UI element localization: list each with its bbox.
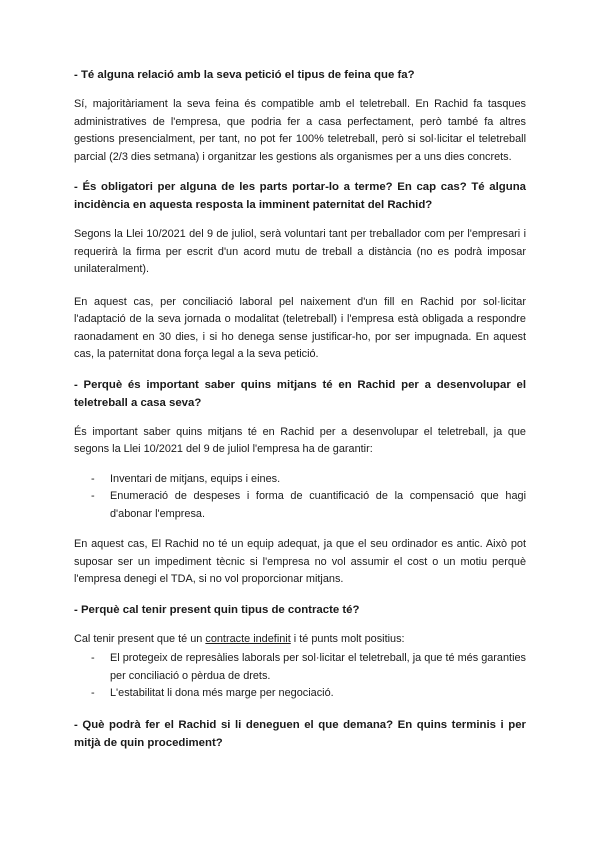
- question-heading: - Té alguna relació amb la seva petició el tipus de feina que fa?: [74, 69, 415, 81]
- question-heading: - Perquè és important saber quins mitjans té en Rachid per a desenvolupar el teletreball a casa seva?: [74, 378, 526, 409]
- bullet-dash: -: [91, 472, 95, 485]
- answer-paragraph: Sí, majoritàriament la seva feina és compatible amb el teletreball. En Rachid fa tasques administratives de l'empresa, que podria fer a casa perfectament, però també fa altres gestions presencialment, per tant, no pot fer 100% teletreball, però si sol·licitar el teletreball parcial (2/3 dies setmana) i organitzar les gestions als organismes per a uns dies concrets.: [74, 98, 526, 163]
- list-item-text: Inventari de mitjans, equips i eines.: [110, 472, 281, 485]
- question-heading: - És obligatori per alguna de les parts portar-lo a terme? En cap cas? Té alguna incidència en aquesta resposta la imminent paternitat del Rachid?: [74, 181, 526, 211]
- bullet-dash: -: [91, 687, 95, 699]
- answer-paragraph: És important saber quins mitjans té en Rachid per a desenvolupar el teletreball, ja que segons la Llei 10/2021 del 9 de juliol l'empresa ha de garantir:: [74, 425, 526, 455]
- answer-paragraph: [74, 631, 526, 649]
- intro-text: Cal tenir present que té un: [74, 632, 206, 645]
- question-heading: - Què podrà fer el Rachid si li deneguen el que demana? En quins terminis i per mitjà de quin procediment?: [74, 718, 526, 749]
- bullet-dash: -: [91, 490, 95, 502]
- answer-paragraph: En aquest cas, per conciliació laboral pel naixement d'un fill en Rachid por sol·licitar l'adaptació de la seva jornada o modalitat (teletreball) i l'empresa està obligada a respondre raonadament en 30 dies, i si ho denega sense justificar-ho, por ser impugnada. En aquest cas, la paternitat dona força legal a la seva petició.: [74, 295, 526, 360]
- list-item-text: El protegeix de represàlies laborals per sol·licitar el teletreball, ja que té més garanties per conciliació o pèrdua de drets.: [110, 652, 526, 682]
- bullet-list: [74, 650, 526, 703]
- list-item: [74, 471, 526, 489]
- list-item-text: L'estabilitat li dona més marge per negociació.: [110, 687, 334, 699]
- answer-paragraph: Segons la Llei 10/2021 del 9 de juliol, serà voluntari tant per treballador com per l'empresari i requerirà la firma per escrit d'un acord mutu de treball a distància (no es podrà imposar unilateralment).: [74, 228, 526, 275]
- answer-paragraph: En aquest cas, El Rachid no té un equip adequat, ja que el seu ordinador es antic. Això pot suposar ser un impediment tècnic si l'empresa no vol assumir el cost o un motiu perquè l'empresa denegi el TDA, si no vol proporcionar mitjans.: [74, 538, 526, 585]
- list-item: [74, 685, 526, 703]
- list-item: [74, 650, 526, 685]
- question-heading: - Perquè cal tenir present quin tipus de contracte té?: [74, 603, 360, 616]
- list-item: [74, 488, 526, 523]
- underlined-term: contracte indefinit: [205, 632, 291, 645]
- bullet-list: [74, 471, 526, 524]
- document-body: [74, 66, 526, 764]
- list-item-text: Enumeració de despeses i forma de cuantificació de la compensació que hagi d'abonar l'empresa.: [110, 490, 526, 520]
- intro-text: i té punts molt positius:: [290, 632, 405, 645]
- bullet-dash: -: [91, 652, 95, 664]
